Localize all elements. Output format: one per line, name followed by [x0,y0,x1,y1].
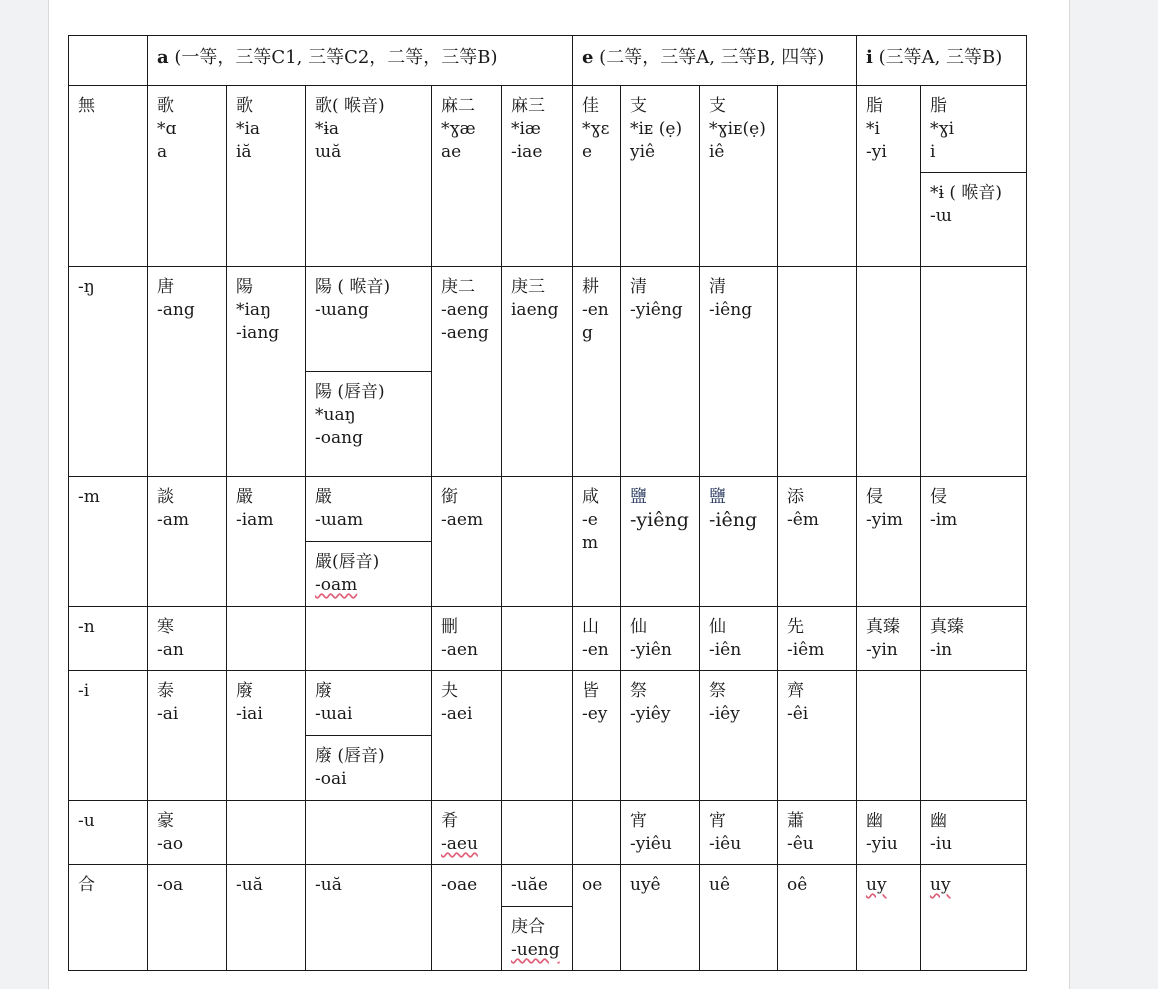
table-cell [777,606,857,671]
table-cell [699,606,778,671]
cell-line: 祭 [709,681,726,701]
cell-line: 庚合 [511,917,545,937]
table-cell [501,85,573,267]
cell-line: 幽 [930,811,947,831]
table-cell [226,606,306,671]
cell-line: -ɯ [930,206,952,226]
cell-line: -iêm [787,640,825,660]
cell-line: iaeng [511,300,559,320]
cell-line: -aem [441,510,484,530]
table-cell [305,735,432,801]
table-cell [305,476,432,542]
table-cell [501,800,573,865]
table-cell [620,864,700,971]
cell-line: uy [866,875,887,895]
row-label-text: -i [78,681,90,701]
cell-line: -ao [157,834,184,854]
cell-line: -ɯai [315,704,353,724]
row-label-text: 合 [78,875,95,895]
cell-line: 鹽 [630,487,647,507]
cell-line: e [582,142,593,162]
table-cell [501,906,573,971]
cell-line: -uă [236,875,263,895]
cell-line: -ɯang [315,300,369,320]
cell-line: 寒 [157,617,174,637]
cell-line: 幽 [866,811,883,831]
cell-line: 麻三 [511,96,545,116]
cell-line: -iam [236,510,274,530]
table-cell [501,266,573,477]
cell-line: 皆 [582,681,599,701]
cell-line: 侵 [930,487,947,507]
row-label-i [68,670,148,801]
row-label-text: 無 [78,96,95,116]
table-cell [920,670,1027,801]
cell-line: oe [582,875,603,895]
table-cell [777,476,857,607]
cell-line: 耕 [582,277,599,297]
cell-line: *ɨ ( 喉音) [930,183,1003,203]
cell-line: -yi [866,142,887,162]
table-cell [699,266,778,477]
header-a-key: a [157,47,169,68]
cell-line: -yiêng [630,509,689,531]
table-cell [920,266,1027,477]
cell-line: -oae [441,875,478,895]
cell-line: -oai [315,769,347,789]
cell-line: -e [582,510,598,530]
cell-line: 泰 [157,681,174,701]
cell-line: -yiu [866,834,898,854]
cell-line: -an [157,640,184,660]
header-i-cell [856,35,1027,86]
cell-line: iă [236,142,252,162]
table-cell [572,800,621,865]
header-a-cell [147,35,573,86]
table-cell [856,670,921,801]
cell-line: -yin [866,640,898,660]
row-label-text: -m [78,487,100,507]
cell-line: *ɑ [157,119,177,139]
cell-line: 支 [630,96,647,116]
table-cell [305,85,432,267]
table-cell [572,85,621,267]
table-cell [572,670,621,801]
table-cell [856,606,921,671]
cell-line: 歌 [157,96,174,116]
cell-line: 陽 [236,277,253,297]
cell-line: -yiên [630,640,672,660]
table-cell [305,800,432,865]
cell-line: -im [930,510,958,530]
table-cell [572,476,621,607]
cell-line: -en [582,300,609,320]
cell-line: 嚴(唇音) [315,552,380,572]
table-cell [620,800,700,865]
cell-line: 脂 [866,96,883,116]
cell-line: yiê [630,142,656,162]
cell-line: -oang [315,428,363,448]
table-cell [501,476,573,607]
cell-line: 嚴 [236,487,253,507]
cell-line: -aeng [441,323,489,343]
cell-line: 佳 [582,96,599,116]
cell-line: -aeng [441,300,489,320]
table-cell [305,606,432,671]
table-cell [501,670,573,801]
cell-line: *ɣi [930,119,955,139]
table-cell [147,266,227,477]
cell-line: -oam [315,575,358,595]
cell-line: 歌 [236,96,253,116]
row-label-text: -ŋ [78,277,95,297]
table-cell [226,800,306,865]
cell-line: *ɣiᴇ(ẹ) [709,119,766,139]
cell-line: -aen [441,640,478,660]
table-cell [431,85,502,267]
table-cell [699,864,778,971]
table-cell [431,606,502,671]
cell-line: 祭 [630,681,647,701]
cell-line: 庚三 [511,277,545,297]
table-cell [620,476,700,607]
table-cell [501,864,573,907]
cell-line: *i [866,119,880,139]
table-cell [572,266,621,477]
header-e-cell [572,35,857,86]
cell-line: 歌( 喉音) [315,96,385,116]
table-cell [147,85,227,267]
cell-line: -êi [787,704,809,724]
cell-line: g [582,323,593,343]
cell-line: uyê [630,875,661,895]
cell-line: -iai [236,704,263,724]
cell-line: 宵 [709,811,726,831]
cell-line: -ueng [511,940,560,960]
table-cell [431,476,502,607]
cell-line: -iae [511,142,543,162]
table-cell [226,85,306,267]
table-cell [305,864,432,971]
cell-line: oê [787,875,808,895]
cell-line: *ɣɛ [582,119,610,139]
cell-line: -iêy [709,704,740,724]
cell-line: -aeu [441,834,478,854]
table-cell [431,864,502,971]
table-cell [305,670,432,736]
table-cell [699,670,778,801]
cell-line: 麻二 [441,96,475,116]
row-label-wu [68,85,148,267]
cell-line: 嚴 [315,487,332,507]
table-cell [777,670,857,801]
cell-line: 夬 [441,681,458,701]
cell-line: -iu [930,834,953,854]
table-cell [226,670,306,801]
table-cell [920,476,1027,607]
table-cell [777,266,857,477]
cell-line: 先 [787,617,804,637]
cell-line: a [157,142,168,162]
cell-line: 山 [582,617,599,637]
cell-line: *ɣæ [441,119,476,139]
header-a-text: (一等，三等C1, 三等C2，二等，三等B) [168,47,498,68]
table-cell [856,864,921,971]
cell-line: -aei [441,704,473,724]
table-cell [777,800,857,865]
cell-line: 廢 [236,681,253,701]
cell-line: iê [709,142,725,162]
cell-line: m [582,533,599,553]
table-cell [856,266,921,477]
cell-line: 豪 [157,811,174,831]
table-cell [920,85,1027,173]
header-e-key: e [582,47,594,68]
cell-line: -yiêng [630,300,683,320]
row-label-text: -u [78,811,95,831]
table-cell [620,85,700,267]
row-label-n [68,606,148,671]
cell-line: 廢 (唇音) [315,746,385,766]
cell-line: -iên [709,640,742,660]
cell-line: uê [709,875,731,895]
cell-line: -ey [582,704,608,724]
cell-line: 仙 [630,617,647,637]
table-cell [856,476,921,607]
table-cell [777,85,857,267]
table-cell [431,800,502,865]
cell-line: i [930,142,936,162]
cell-line: -en [582,640,609,660]
cell-line: 咸 [582,487,599,507]
cell-line: 陽 (唇音) [315,382,385,402]
cell-line: 侵 [866,487,883,507]
table-cell [147,606,227,671]
row-label-ng [68,266,148,477]
table-cell [856,800,921,865]
table-cell [431,670,502,801]
header-e-text: (二等，三等A, 三等B, 四等) [593,47,825,68]
table-cell [147,670,227,801]
table-cell [147,476,227,607]
table-cell [699,85,778,267]
cell-line: -yim [866,510,903,530]
cell-line: -uăe [511,875,548,895]
table-cell [777,864,857,971]
cell-line: 宵 [630,811,647,831]
cell-line: 陽 ( 喉音) [315,277,391,297]
cell-line: 添 [787,487,804,507]
table-cell [572,606,621,671]
cell-line: -iêng [709,300,753,320]
table-cell [620,670,700,801]
row-label-u [68,800,148,865]
cell-line: -ang [157,300,195,320]
table-cell [226,476,306,607]
table-cell [699,476,778,607]
table-cell [305,541,432,607]
cell-line: -iêng [709,509,758,531]
table-cell [226,266,306,477]
cell-line: 齊 [787,681,804,701]
table-cell [620,606,700,671]
row-label-he [68,864,148,971]
table-cell [620,266,700,477]
cell-line: -am [157,510,189,530]
cell-line: 刪 [441,617,458,637]
header-i-key: i [866,47,873,68]
table-cell [431,266,502,477]
cell-line: 談 [157,487,174,507]
cell-line: uy [930,875,951,895]
cell-line: ɯă [315,142,342,162]
cell-line: *ia [236,119,261,139]
cell-line: -in [930,640,953,660]
cell-line: 清 [709,277,726,297]
table-cell [699,800,778,865]
cell-line: *iᴇ (ẹ) [630,119,683,139]
table-cell [305,371,432,477]
cell-line: *uaŋ [315,405,356,425]
table-cell [501,606,573,671]
cell-line: 清 [630,277,647,297]
cell-line: -uă [315,875,342,895]
table-cell [920,172,1027,267]
cell-line: 銜 [441,487,458,507]
cell-line: 庚二 [441,277,475,297]
cell-line: -êu [787,834,814,854]
row-label-text: -n [78,617,95,637]
cell-line: -ai [157,704,179,724]
table-cell [572,864,621,971]
cell-line: 脂 [930,96,947,116]
cell-line: -êm [787,510,819,530]
table-cell [920,864,1027,971]
cell-line: *iaŋ [236,300,272,320]
cell-line: -oa [157,875,184,895]
table-cell [305,266,432,372]
table-cell [147,864,227,971]
table-cell [920,606,1027,671]
cell-line: -yiêu [630,834,672,854]
cell-line: 支 [709,96,726,116]
header-corner-cell [68,35,148,86]
table-cell [920,800,1027,865]
cell-line: -yiêy [630,704,671,724]
cell-line: 鹽 [709,487,726,507]
cell-line: -iang [236,323,280,343]
cell-line: 廢 [315,681,332,701]
row-label-m [68,476,148,607]
cell-line: -ɯam [315,510,364,530]
cell-line: 蕭 [787,811,804,831]
cell-line: *ɨa [315,119,340,139]
table-cell [147,800,227,865]
cell-line: 仙 [709,617,726,637]
cell-line: 肴 [441,811,458,831]
cell-line: ae [441,142,462,162]
cell-line: -iêu [709,834,742,854]
header-i-text: (三等A, 三等B) [872,47,1003,68]
cell-line: 唐 [157,277,174,297]
table-cell [856,85,921,267]
cell-line: *iæ [511,119,541,139]
cell-line: 真臻 [930,617,964,637]
table-cell [226,864,306,971]
cell-line: 真臻 [866,617,900,637]
